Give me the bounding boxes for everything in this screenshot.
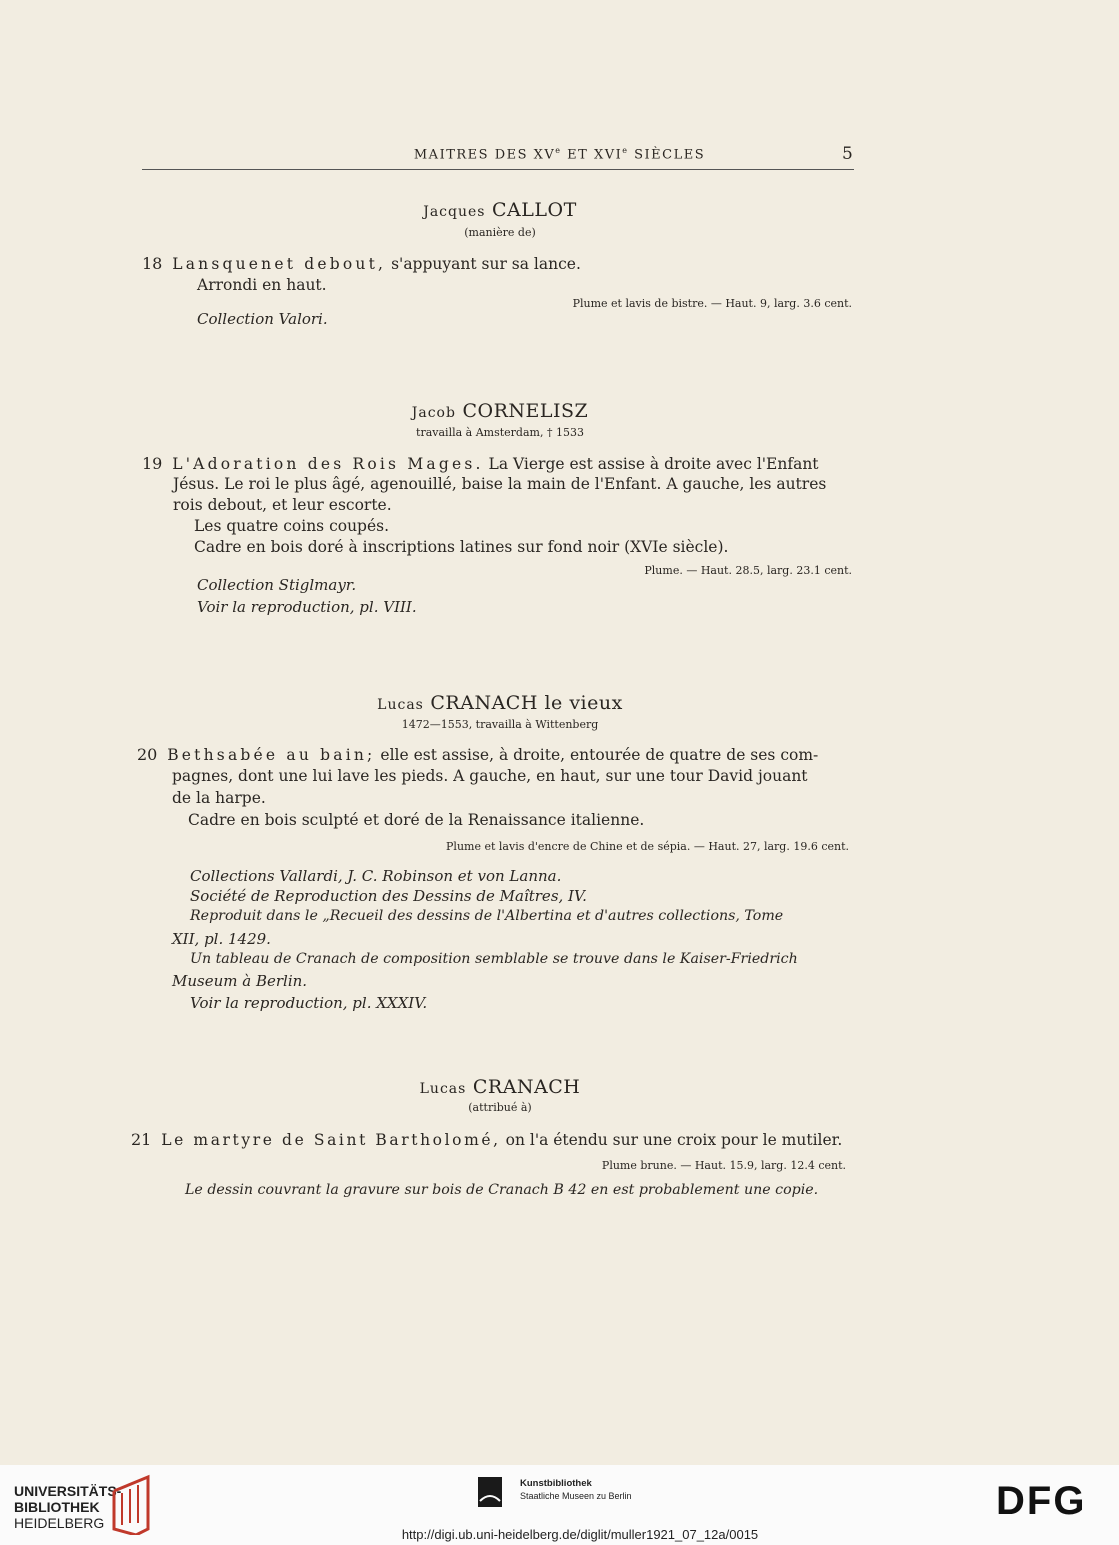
- artist-heading: [0, 199, 1000, 221]
- entry-text: on l'a étendu sur une croix pour le mutiler.: [500, 1131, 843, 1149]
- artist-firstname: Lucas: [419, 1081, 467, 1097]
- entry-text: s'appuyant sur sa lance.: [386, 255, 581, 273]
- ub-logo-line: UNIVERSITÄTS-: [14, 1483, 122, 1499]
- artist-subtitle: travailla à Amsterdam, † 1533: [416, 426, 584, 439]
- header-rule: [142, 169, 854, 170]
- entry-line: Cadre en bois doré à inscriptions latines sur fond noir (XVIe siècle).: [194, 538, 729, 556]
- entry-line: [131, 1130, 842, 1149]
- header-sup: e: [622, 146, 629, 155]
- artist-firstname: Lucas: [377, 697, 424, 713]
- reference-note: Reproduit dans le „Recueil des dessins de l'Albertina et d'autres collections, Tome: [190, 908, 784, 924]
- artist-subtitle: 1472—1553, travailla à Wittenberg: [401, 718, 599, 731]
- entry-line: Cadre en bois sculpté et doré de la Renaissance italienne.: [188, 811, 645, 829]
- entry-line: [142, 454, 819, 473]
- page-number: 5: [842, 144, 853, 164]
- technique-dimensions: Plume et lavis de bistre. — Haut. 9, larg. 3.6 cent.: [572, 297, 852, 310]
- reference-note: Société de Reproduction des Dessins de Maîtres, IV.: [190, 887, 587, 905]
- collection-note: Collection Valori.: [197, 310, 328, 328]
- reference-note: XII, pl. 1429.: [172, 930, 271, 948]
- entry-title: Lansquenet debout,: [172, 255, 387, 273]
- entry-number: 19: [142, 454, 163, 473]
- entry-line: Jésus. Le roi le plus âgé, agenouillé, baise la main de l'Enfant. A gauche, les autres: [173, 475, 827, 493]
- entry-title: L'Adoration des Rois Mages.: [172, 455, 484, 473]
- ub-logo-line: BIBLIOTHEK: [14, 1499, 100, 1515]
- kunstbibliothek-icon: [478, 1477, 502, 1507]
- ub-logo-line: HEIDELBERG: [14, 1515, 105, 1531]
- entry-text: elle est assise, à droite, entourée de quatre de ses com-: [375, 746, 819, 764]
- collection-note: Collection Stiglmayr.: [197, 576, 357, 594]
- header-sup: e: [555, 146, 562, 155]
- technique-dimensions: Plume. — Haut. 28.5, larg. 23.1 cent.: [644, 564, 852, 577]
- entry-number: 20: [137, 745, 158, 764]
- reproduction-note: Voir la reproduction, pl. VIII.: [197, 598, 417, 616]
- technique-dimensions: Plume brune. — Haut. 15.9, larg. 12.4 cent.: [601, 1159, 846, 1172]
- artist-name: CORNELISZ: [455, 400, 589, 422]
- entry-line: Arrondi en haut.: [197, 276, 327, 294]
- entry-line: Les quatre coins coupés.: [194, 517, 390, 535]
- reference-note: Le dessin couvrant la gravure sur bois de Cranach B 42 en est probablement une copie.: [185, 1182, 819, 1198]
- technique-dimensions: Plume et lavis d'encre de Chine et de sépia. — Haut. 27, larg. 19.6 cent.: [446, 840, 849, 853]
- entry-line: [142, 254, 581, 273]
- entry-line: pagnes, dont une lui lave les pieds. A gauche, en haut, sur une tour David jouant: [172, 767, 808, 785]
- running-header: [0, 146, 1119, 162]
- kb-name: Kunstbibliothek: [520, 1478, 592, 1489]
- entry-line: [137, 745, 818, 764]
- artist-heading: [0, 1076, 1000, 1098]
- kb-subname: Staatliche Museen zu Berlin: [520, 1491, 632, 1501]
- header-text: SIÈCLES: [628, 147, 706, 163]
- reproduction-note: Voir la reproduction, pl. XXXIV.: [190, 994, 428, 1012]
- entry-line: de la harpe.: [172, 789, 266, 807]
- artist-firstname: Jacob: [411, 405, 456, 421]
- reference-note: Un tableau de Cranach de composition semblable se trouve dans le Kaiser-Friedrich: [190, 951, 798, 967]
- artist-name: CRANACH: [466, 1076, 581, 1098]
- permalink-url[interactable]: http://digi.ub.uni-heidelberg.de/diglit/muller1921_07_12a/0015: [401, 1527, 759, 1542]
- entry-number: 18: [142, 254, 163, 273]
- entry-line: rois debout, et leur escorte.: [173, 496, 392, 514]
- kunstbibliothek-logo[interactable]: [520, 1477, 632, 1502]
- reference-note: Museum à Berlin.: [172, 972, 308, 990]
- artist-subtitle: (manière de): [464, 226, 536, 239]
- collection-note: Collections Vallardi, J. C. Robinson et von Lanna.: [190, 867, 562, 885]
- artist-name: CALLOT: [485, 199, 577, 221]
- artist-firstname: Jacques: [423, 204, 486, 220]
- header-text: MAITRES DES XV: [413, 147, 556, 163]
- header-text: ET XVI: [561, 147, 623, 163]
- entry-title: Bethsabée au bain;: [167, 746, 376, 764]
- artist-heading: [0, 400, 1000, 422]
- entry-number: 21: [131, 1130, 152, 1149]
- digitization-footer: [0, 1465, 1119, 1545]
- ub-heidelberg-logo[interactable]: [14, 1483, 121, 1531]
- artist-name: CRANACH le vieux: [423, 692, 623, 714]
- entry-title: Le martyre de Saint Bartholomé,: [161, 1131, 501, 1149]
- dfg-logo[interactable]: DFG: [996, 1479, 1087, 1523]
- artist-subtitle: (attribué à): [468, 1101, 532, 1114]
- artist-heading: [0, 692, 1000, 714]
- entry-text: La Vierge est assise à droite avec l'Enfant: [483, 455, 819, 473]
- ub-building-icon: [108, 1473, 158, 1535]
